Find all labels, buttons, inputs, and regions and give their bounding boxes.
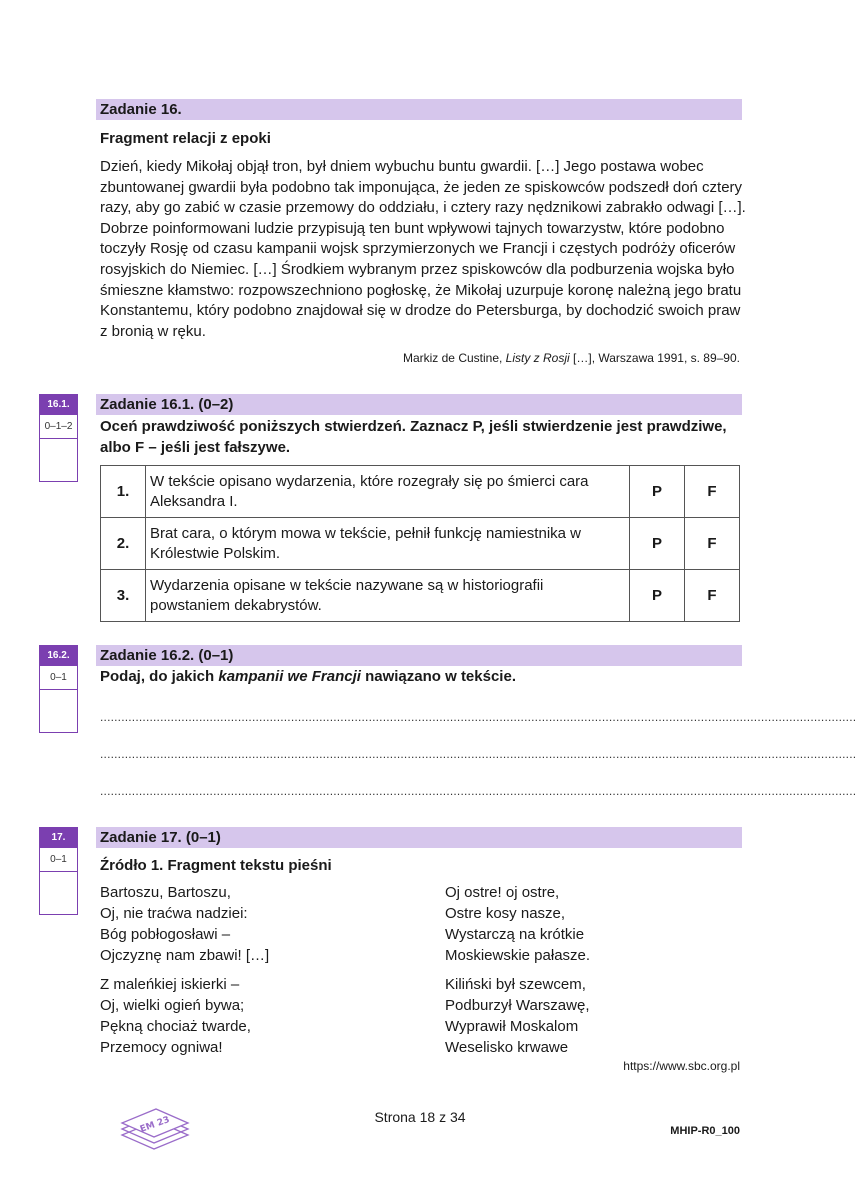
poem-line: Pękną chociaż twarde, [100, 1018, 251, 1035]
table-row [101, 466, 740, 518]
task-16-header: Zadanie 16. [96, 99, 742, 120]
score-box-16-2 [39, 645, 78, 733]
exam-code: MHIP-R0_100 [670, 1125, 740, 1137]
answer-line-2[interactable]: ...................................................................................................................................................................................................................... [100, 747, 856, 761]
score-box-points: 0–1 [40, 848, 77, 872]
answer-p[interactable]: P [630, 466, 685, 518]
table-row [101, 570, 740, 622]
task-16-2-instruction: Podaj, do jakich kampanii we Francji nawiązano w tekście. [100, 668, 516, 685]
score-box-blank[interactable] [40, 439, 77, 481]
poem-line: Weselisko krwawe [445, 1039, 569, 1056]
page-number: Strona 18 z 34 [374, 1109, 466, 1125]
answer-f[interactable]: F [685, 570, 740, 622]
score-box-number: 16.2. [40, 646, 77, 666]
answer-line-1[interactable]: ...................................................................................................................................................................................................................... [100, 710, 856, 724]
table-row [101, 518, 740, 570]
poem-line: Oj, nie traćwa nadziei: [100, 905, 248, 922]
poem-line: Ojczyznę nam zbawi! […] [100, 947, 270, 964]
row-number: 1. [101, 466, 146, 518]
poem-line: Moskiewskie pałasze. [445, 947, 591, 964]
poem-line: Oj ostre! oj ostre, [445, 884, 560, 901]
logo-text: EM 23 [138, 1115, 172, 1135]
task-16-source-text: Dzień, kiedy Mikołaj objął tron, był dniem wybuchu buntu gwardii. […] Jego postawa wobec zbuntowanej gwardii była podobno tak imponująca, że jeden ze spiskowców podszedł doń cztery razy, aby go zabić w czasie przemowy do oddziału, i cztery razy nędznikowi zabrakło odwagi […]. Dobrze poinformowani ludzie przypisują ten bunt wpływowi tajnych towarzystw, które podobno toczyły Rosję od czasu kampanii wojsk sprzymierzonych we Francji i częstych podróży oficerów rosyjskich do Niemiec. […] Środkiem wybranym przez spiskowców dla podburzenia wojska było śmieszne kłamstwo: rozpowszechniono pogłoskę, że Mikołaj uzurpuje koronę należną jego bratu Konstantemu, który podobno znajdował się w drodze do Petersburga, by dochodzić swoich praw z bronią w ręku. [100, 158, 746, 340]
poem-stanza-right-2 [445, 974, 590, 1058]
row-number: 3. [101, 570, 146, 622]
answer-f[interactable]: F [685, 518, 740, 570]
score-box-blank[interactable] [40, 690, 77, 732]
score-box-number: 16.1. [40, 395, 77, 415]
poem-line: Wystarczą na krótkie [445, 926, 585, 943]
answer-line-3[interactable]: ...................................................................................................................................................................................................................... [100, 784, 856, 798]
task-16-1-header: Zadanie 16.1. (0–2) [96, 394, 742, 415]
poem-line: Oj, wielki ogień bywa; [100, 997, 245, 1014]
answer-p[interactable]: P [630, 570, 685, 622]
poem-line: Podburzył Warszawę, [445, 997, 590, 1014]
poem-line: Z maleńkiej iskierki – [100, 976, 240, 993]
score-box-points: 0–1 [40, 666, 77, 690]
statement-text: Wydarzenia opisane w tekście nazywane są w historiografii powstaniem dekabrystów. [146, 570, 630, 622]
task-17-header: Zadanie 17. (0–1) [96, 827, 742, 848]
row-number: 2. [101, 518, 146, 570]
answer-f[interactable]: F [685, 466, 740, 518]
task-16-2-header: Zadanie 16.2. (0–1) [96, 645, 742, 666]
task-17-source-url: https://www.sbc.org.pl [623, 1059, 740, 1073]
answer-p[interactable]: P [630, 518, 685, 570]
poem-line: Bóg pobłogosławi – [100, 926, 231, 943]
poem-line: Kiliński był szewcem, [445, 976, 586, 993]
poem-stanza-left-1 [100, 882, 269, 966]
score-box-16-1 [39, 394, 78, 482]
score-box-number: 17. [40, 828, 77, 848]
poem-stanza-right-1 [445, 882, 590, 966]
score-box-blank[interactable] [40, 872, 77, 914]
score-box-points: 0–1–2 [40, 415, 77, 439]
score-box-17 [39, 827, 78, 915]
poem-stanza-left-2 [100, 974, 251, 1058]
poem-line: Ostre kosy nasze, [445, 905, 566, 922]
true-false-table [100, 465, 740, 622]
task-16-1-instruction: Oceń prawdziwość poniższych stwierdzeń. Zaznacz P, jeśli stwierdzenie jest prawdziwe, albo F – jeśli jest fałszywe. [100, 418, 727, 456]
task-17-source-title: Źródło 1. Fragment tekstu pieśni [100, 857, 332, 874]
statement-text: W tekście opisano wydarzenia, które rozegrały się po śmierci cara Aleksandra I. [146, 466, 630, 518]
task-16-subtitle: Fragment relacji z epoki [100, 130, 271, 147]
task-16-source-citation: Markiz de Custine, Listy z Rosji […], Warszawa 1991, s. 89–90. [402, 351, 740, 365]
poem-line: Bartoszu, Bartoszu, [100, 884, 231, 901]
statement-text: Brat cara, o którym mowa w tekście, pełnił funkcję namiestnika w Królestwie Polskim. [146, 518, 630, 570]
poem-line: Przemocy ogniwa! [100, 1039, 223, 1056]
poem-line: Wyprawił Moskalom [445, 1018, 579, 1035]
